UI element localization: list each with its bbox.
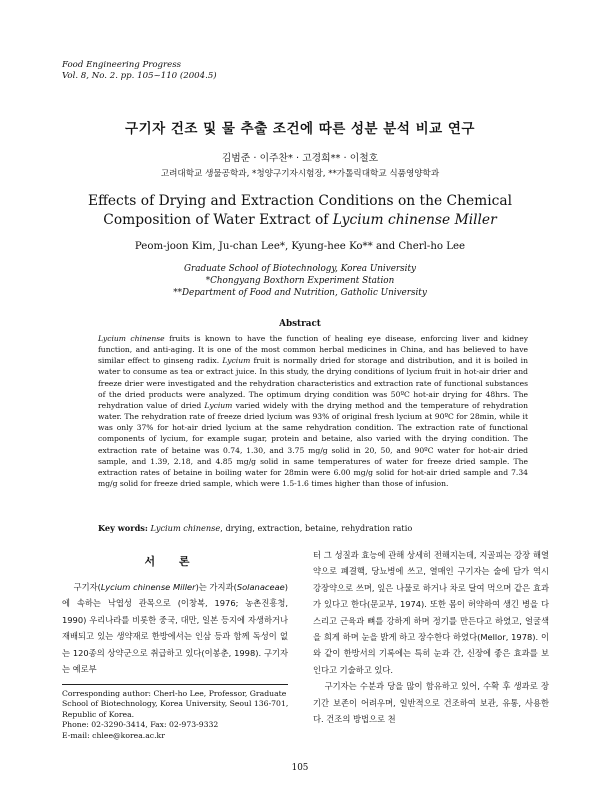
abstract-text-2: fruit is normally dried for storage and distribution, and it is boiled in water to consume as tea or extract juice. In this study, the drying conditions of lycium fruit in hot-air drier and freeze drier were investigated and the rehydration characteristics and extraction rate of functional substances of the dried products were analyzed. The optimum drying condition was 50ºC hot-air drying for 48hrs. The rehydration value of dried: [98, 356, 529, 410]
english-affiliations: [0, 263, 600, 299]
journal-volume: Vol. 8, No. 2. pp. 105~110 (2004.5): [62, 71, 217, 81]
abstract-species-1: Lycium: [222, 356, 251, 366]
footnote-email: E-mail: chlee@korea.ac.kr: [62, 730, 165, 740]
intro-paragraph-2: 구기자는 수분과 당을 많이 함유하고 있어, 수확 후 생과로 장기간 보존이 어려우며, 일반적으로 건조하여 보관, 유통, 사용한다. 건조의 방법으로 천: [313, 681, 549, 725]
abstract-lead-species: Lycium chinense: [98, 334, 165, 343]
keywords-rest: , drying, extraction, betaine, rehydration ratio: [220, 523, 413, 533]
abstract-paragraph: [98, 333, 528, 489]
corresponding-author-footnote: [62, 689, 294, 741]
footnote-divider: [62, 684, 288, 685]
intro-text-a: 구기자(: [73, 582, 101, 592]
journal-name: Food Engineering Progress: [62, 60, 182, 70]
korean-affiliations: 고려대학교 생물공학과, *청양구기자시험장, **가톨릭대학교 식품영양학과: [160, 169, 440, 179]
intro-text-b: )는 가지과(: [195, 582, 237, 592]
intro-text-c: )에 속하는 낙엽성 관목으로 (이창복, 1976; 농촌진흥청, 1990) 우리나라를 비롯한 중국, 대만, 일본 등지에 자생하거나 재배되고 있는 생약재로 한방에서는 인삼 등과 함께 독성이 없는 120종의 상약군으로 취급하고 있다(이봉춘, 1998). 구기자는 예로부: [62, 582, 289, 675]
keywords-label: Key words:: [98, 523, 148, 533]
affiliation-3: **Department of Food and Nutrition, Gatholic University: [173, 288, 427, 298]
keywords-species: Lycium chinense: [150, 523, 221, 533]
keywords: [98, 523, 538, 533]
affiliation-2: *Chongyang Boxthorn Experiment Station: [205, 276, 395, 286]
intro-family: Solanaceae: [236, 582, 285, 592]
journal-header: [62, 60, 217, 82]
english-authors: Peom-joon Kim, Ju-chan Lee*, Kyung-hee Ko** and Cherl-ho Lee: [134, 241, 466, 252]
english-title-prefix: Composition of Water Extract of: [103, 212, 333, 228]
affiliation-1: Graduate School of Biotechnology, Korea University: [184, 264, 416, 274]
abstract-body: [98, 333, 528, 489]
english-title-line2: [0, 211, 600, 230]
english-title-line1: Effects of Drying and Extraction Conditions on the Chemical: [88, 193, 512, 209]
intro-species: Lycium chinense Miller: [100, 582, 196, 592]
abstract-text-1: fruits is known to have the function of healing eye disease, enforcing liver and kidney function, and anti-aging. It is one of the most common herbal medicines in China, and has believed to have similar effect to ginseng radix.: [98, 334, 528, 366]
footnote-phone: Phone: 02-3290-3414, Fax: 02-973-9332: [62, 720, 219, 730]
english-title: [0, 192, 600, 230]
english-title-species: Lycium chinense Miller: [332, 212, 497, 228]
korean-authors: 김범준 · 이주찬* · 고경희** · 이철호: [221, 153, 379, 164]
page-number: 105: [291, 763, 309, 773]
abstract-text-3: varied widely with the drying method and the temperature of rehydration water. The rehydration rate of freeze dried lycium was 93% of original fresh lycium at 90ºC for 28min, while it was only 37% for hot-air dried lycium at the same rehydration condition. The extraction rate of functional components of lycium, for example sugar, protein and betaine, also varied with the drying condition. The extraction rate of betaine was 0.74, 1.30, and 3.75 mg/g solid in 20, 50, and 90ºC water for hot-air dried sample, and 1.39, 2.18, and 4.85 mg/g solid in same temperatures of water for freeze dried sample. The extraction rates of betaine in boiling water for 28min were 6.00 mg/g solid for hot-air dried sample and 7.34 mg/g solid for freeze dried sample, which were 1.5-1.6 times higher than those of infusion.: [98, 400, 528, 489]
footnote-author: Corresponding author: Cherl-ho Lee, Professor, Graduate School of Biotechnology, Korea University, Seoul 136-701, Republic of Korea.: [62, 689, 289, 719]
abstract-species-2: Lycium: [204, 400, 233, 410]
right-column: [313, 547, 549, 727]
intro-paragraph-1: [62, 579, 288, 677]
intro-paragraph-continued: 터 그 성질과 효능에 관해 상세히 전해지는데, 지골피는 강장 해열약으로 폐결핵, 당뇨병에 쓰고, 열매인 구기자는 술에 담가 역시 강장약으로 쓰며, 잎은 나물로 하거나 차로 달여 먹으며 같은 효과가 있다고 한다(문교부, 1974). 또한 몸이 허약하여 생긴 병을 다스리고 근육과 뼈를 강하게 하며 정기를 만든다고 하였고, 얼굴색을 희게 하며 눈을 밝게 하고 장수한다 하였다(Mellor, 1978). 이와 같이 한방서의 기록에는 특히 눈과 간, 신장에 좋은 효과를 보인다고 기술하고 있다.: [313, 550, 549, 675]
korean-title: 구기자 건조 및 물 추출 조건에 따른 성분 분석 비교 연구: [125, 121, 475, 137]
left-column: [62, 579, 288, 677]
section-heading-introduction: 서 론: [144, 555, 200, 568]
abstract-heading: Abstract: [279, 319, 321, 329]
